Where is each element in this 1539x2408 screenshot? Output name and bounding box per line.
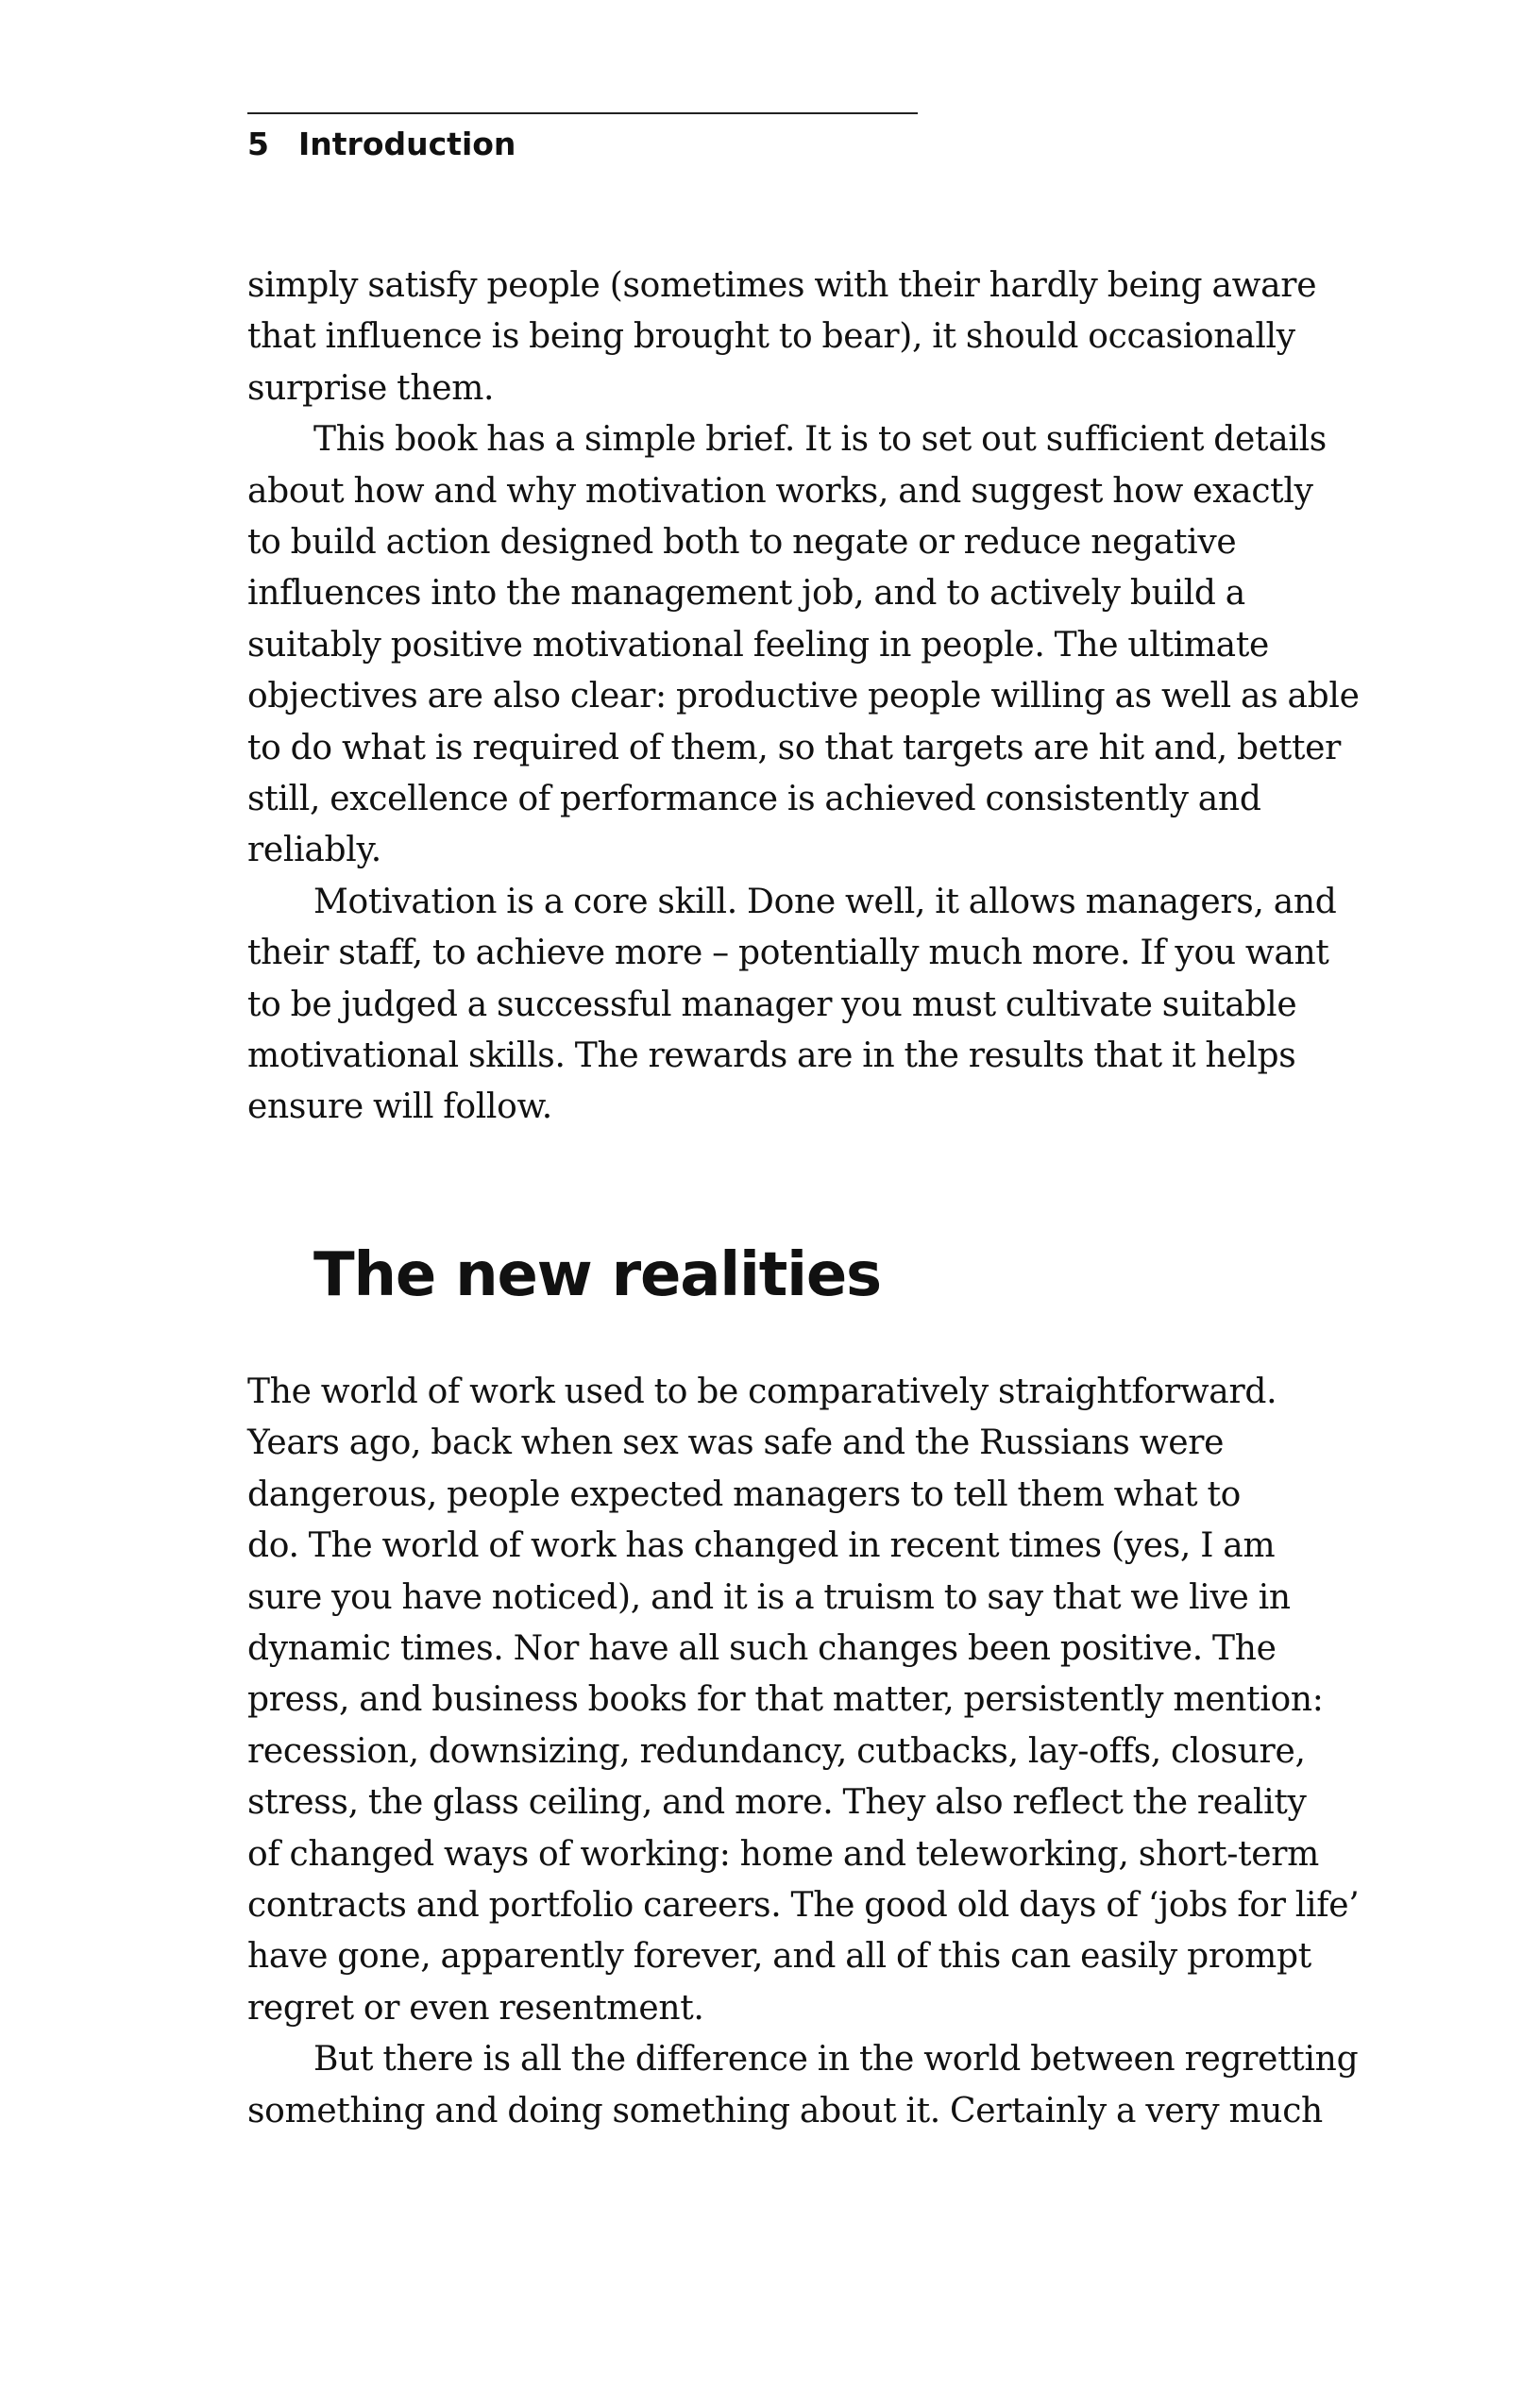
text-line: influences into the management job, and to actively build a bbox=[247, 574, 1245, 614]
text-line: do. The world of work has changed in recent times (yes, I am bbox=[247, 1526, 1276, 1566]
text-line: regret or even resentment. bbox=[247, 1988, 704, 2028]
text-line: to build action designed both to negate or reduce negative bbox=[247, 523, 1237, 562]
text-line: stress, the glass ceiling, and more. They also reflect the reality bbox=[247, 1783, 1307, 1823]
text-line: But there is all the difference in the world between regretting bbox=[313, 2040, 1359, 2080]
section-heading: The new realities bbox=[313, 1240, 881, 1310]
text-line: motivational skills. The rewards are in the results that it helps bbox=[247, 1036, 1296, 1075]
text-line: suitably positive motivational feeling in people. The ultimate bbox=[247, 625, 1270, 665]
text-line: their staff, to achieve more – potentially much more. If you want bbox=[247, 934, 1329, 973]
text-line: reliably. bbox=[247, 831, 381, 870]
text-line: of changed ways of working: home and teleworking, short-term bbox=[247, 1834, 1319, 1874]
chapter-title: Introduction bbox=[298, 126, 516, 162]
text-line: have gone, apparently forever, and all of this can easily prompt bbox=[247, 1937, 1311, 1977]
text-line: to be judged a successful manager you must cultivate suitable bbox=[247, 985, 1297, 1024]
header-rule bbox=[247, 112, 918, 114]
text-line: something and doing something about it. Certainly a very much bbox=[247, 2091, 1323, 2130]
text-line: about how and why motivation works, and suggest how exactly bbox=[247, 471, 1313, 511]
text-line: still, excellence of performance is achieved consistently and bbox=[247, 780, 1261, 818]
text-line: Motivation is a core skill. Done well, it allows managers, and bbox=[313, 882, 1337, 921]
page-number: 5 bbox=[247, 126, 269, 162]
text-line: that influence is being brought to bear), it should occasionally bbox=[247, 317, 1295, 357]
text-line: dangerous, people expected managers to tell them what to bbox=[247, 1474, 1241, 1514]
text-line: press, and business books for that matter, persistently mention: bbox=[247, 1680, 1324, 1720]
text-line: surprise them. bbox=[247, 368, 495, 408]
text-line: contracts and portfolio careers. The good old days of ‘jobs for life’ bbox=[247, 1886, 1360, 1925]
text-line: objectives are also clear: productive people willing as well as able bbox=[247, 677, 1360, 716]
text-line: to do what is required of them, so that targets are hit and, better bbox=[247, 728, 1342, 767]
running-head bbox=[247, 126, 516, 163]
text-line: recession, downsizing, redundancy, cutbacks, lay-offs, closure, bbox=[247, 1731, 1306, 1771]
text-line: This book has a simple brief. It is to set out sufficient details bbox=[313, 420, 1327, 460]
text-line: The world of work used to be comparatively straightforward. bbox=[247, 1372, 1277, 1411]
text-line: sure you have noticed), and it is a truism to say that we live in bbox=[247, 1577, 1291, 1617]
text-line: dynamic times. Nor have all such changes been positive. The bbox=[247, 1629, 1277, 1668]
text-line: ensure will follow. bbox=[247, 1087, 552, 1127]
text-line: Years ago, back when sex was safe and the Russians were bbox=[247, 1423, 1225, 1463]
text-line: simply satisfy people (sometimes with their hardly being aware bbox=[247, 266, 1317, 305]
